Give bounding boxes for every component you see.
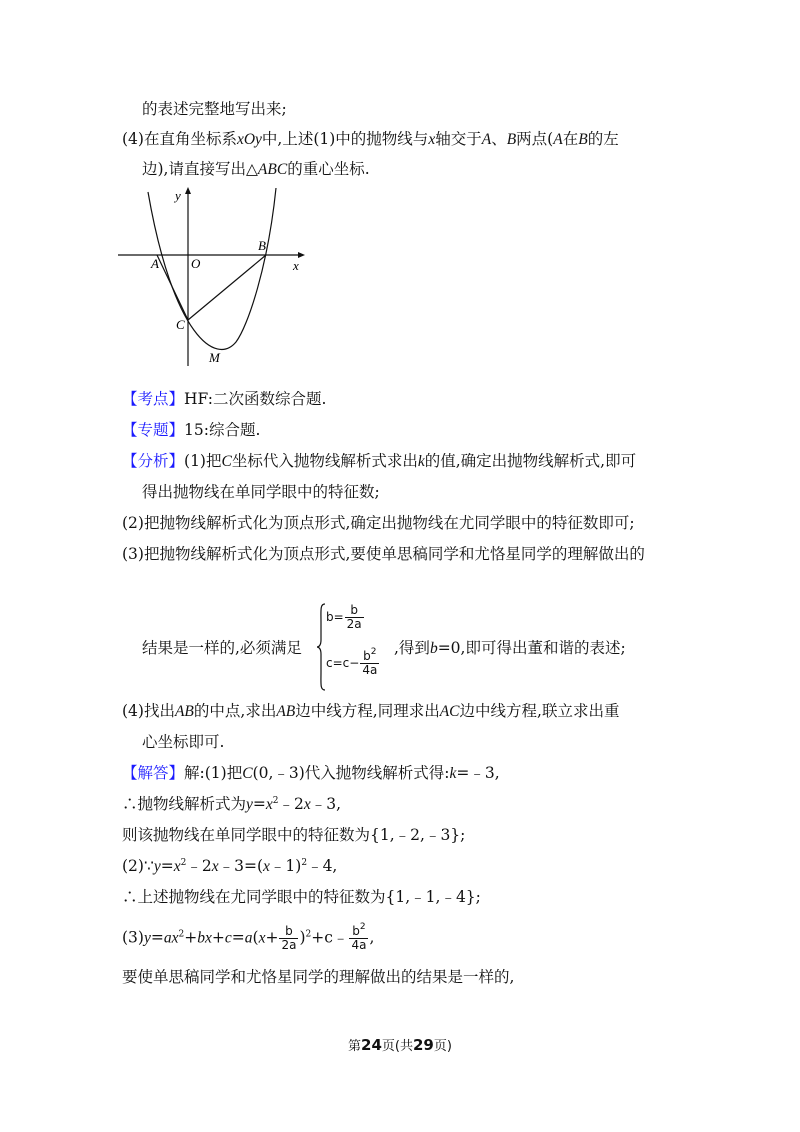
parabola-figure xyxy=(118,186,318,376)
kaodian-line: 【考点】HF:二次函数综合题. xyxy=(122,390,327,408)
jieda-line: 【解答】解:(1)把C(0,﹣3)代入抛物线解析式得:k=﹣3, xyxy=(122,764,500,782)
system-row-2: c=c− $\frac{b^2}{4a}$ xyxy=(326,647,378,677)
total-pages: 29 xyxy=(413,1036,434,1054)
fenxi-line-5-left: 结果是一样的,必须满足 xyxy=(142,639,302,657)
parabola-curve xyxy=(148,188,276,349)
label-y: y xyxy=(175,188,181,203)
label-m: M xyxy=(209,350,220,365)
question-4-cont: 边),请直接写出△ABC的重心坐标. xyxy=(142,160,370,178)
solution-line-5: ∴上述抛物线在尤同学眼中的特征数为{1,﹣1,﹣4}; xyxy=(122,888,481,906)
page-footer: 第24页(共29页) xyxy=(348,1036,452,1054)
text-line: 的表述完整地写出来; xyxy=(142,100,287,118)
fenxi-line-4: (3)把抛物线解析式化为顶点形式,要使单思稿同学和尤恪星同学的理解做出的 xyxy=(122,545,645,563)
solution-line-3: 则该抛物线在单同学眼中的特征数为{1,﹣2,﹣3}; xyxy=(122,826,466,844)
solution-line-6: $(3)y=ax^2+bx+c=a(x+$ $\frac{b}{2a}$ )$^2$+c﹣ $\frac{b^2}{4a}$ , xyxy=(122,922,375,952)
x-axis-arrow xyxy=(298,252,305,258)
fenxi-line: 【分析】(1)把C坐标代入抛物线解析式求出k的值,确定出抛物线解析式,即可 xyxy=(122,452,637,470)
label-o: O xyxy=(191,256,201,271)
label-b: B xyxy=(258,238,266,253)
fenxi-line-6: (4)找出AB的中点,求出AB边中线方程,同理求出AC边中线方程,联立求出重 xyxy=(122,702,620,720)
fenxi-line-2: 得出抛物线在单同学眼中的特征数; xyxy=(142,483,380,501)
fenxi-line-3: (2)把抛物线解析式化为顶点形式,确定出抛物线在尤同学眼中的特征数即可; xyxy=(122,514,635,532)
solution-line-4: $(2)\because y=x^2﹣2x﹣3=(x﹣1)^2﹣4$, xyxy=(122,857,338,875)
solution-line-2: ∴抛物线解析式为$y=x^2﹣2x﹣3$, xyxy=(122,795,342,813)
label-x: x xyxy=(293,258,299,273)
label-c: C xyxy=(176,317,185,332)
zhuanti-line: 【专题】15:综合题. xyxy=(122,421,261,439)
fenxi-line-7: 心坐标即可. xyxy=(142,733,225,751)
equation-system xyxy=(316,602,386,692)
question-4: (4)在直角坐标系xOy中,上述(1)中的抛物线与x轴交于A、B两点(A在B的左 xyxy=(122,130,619,148)
system-row-1: b= $\frac{b}{2a}$ xyxy=(326,603,362,631)
label-a: A xyxy=(151,256,159,271)
segment-ac xyxy=(157,255,188,320)
y-axis-arrow xyxy=(185,187,191,194)
solution-line-7: 要使单思稿同学和尤恪星同学的理解做出的结果是一样的, xyxy=(122,968,515,986)
left-brace-icon xyxy=(316,602,326,692)
page-number: 24 xyxy=(361,1036,382,1054)
fenxi-line-5-right: ,得到b=0,即可得出董和谐的表述; xyxy=(394,639,626,657)
